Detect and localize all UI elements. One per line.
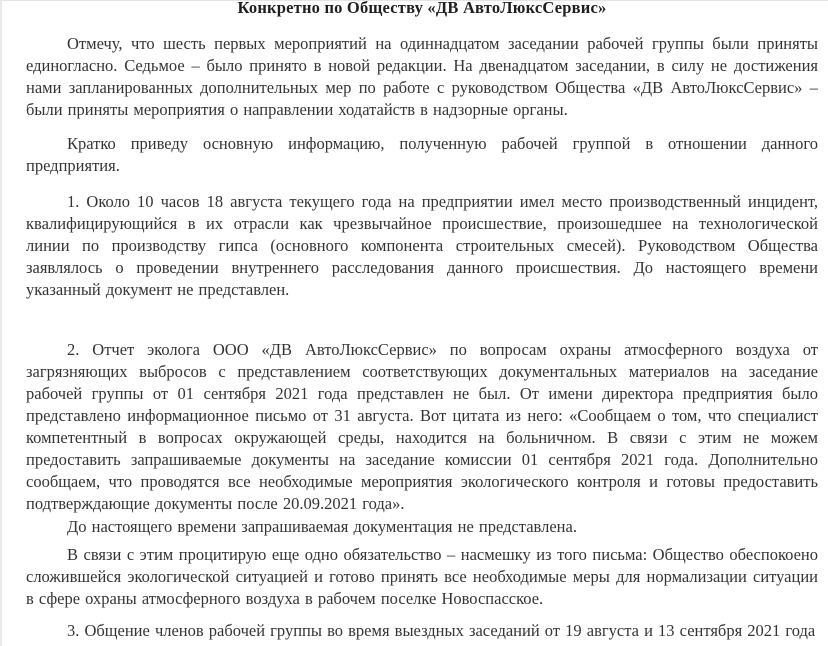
- paragraph: Отмечу, что шесть первых мероприятий на одиннадцатом заседании рабочей группы были приняты единогласно. Седьмое – было принято в новой редакции. На двенадцатом заседании, в силу не достижения нами запланированных дополнительных мер по работе с руководством Общества «ДВ АвтоЛюксСервис» – были приняты мероприятия о направлении ходатайств в надзорные органы.: [26, 34, 818, 119]
- document-body: [26, 33, 818, 642]
- paragraph: В связи с этим процитирую еще одно обязательство – насмешку из того письма: Общество обеспокоено сложившейся экологической ситуацией и готово принять все необходимые меры для нормализации ситуации в сфере охраны атмосферного воздуха в рабочем поселке Новоспасское.: [26, 545, 818, 608]
- paragraph: 3. Общение членов рабочей группы во время выездных заседаний от 19 августа и 13 сентября 2021 года: [67, 621, 816, 640]
- paragraph: 2. Отчет эколога ООО «ДВ АвтоЛюксСервис» по вопросам охраны атмосферного воздуха от загрязняющих выбросов с представлением соответствующих документальных материалов на заседание рабочей группы от 01 сентября 2021 года представлен не был. От имени директора предприятия было представлено информационное письмо от 31 августа. Вот цитата из него: «Сообщаем о том, что специалист компетентный в вопросах окружающей среды, находится на больничном. В связи с этим не можем предоставить запрашиваемые документы на заседание комиссии 01 сентября 2021 года. Дополнительно сообщаем, что проводятся все необходимые мероприятия экологического контроля и готовы предоставить подтверждающие документы после 20.09.2021 года».: [26, 340, 818, 513]
- document-viewport: [2, 1, 828, 646]
- document-title: Конкретно по Обществу «ДВ АвтоЛюксСервис»: [237, 1, 607, 17]
- paragraph: Кратко приведу основную информацию, полученную рабочей группой в отношении данного предприятия.: [26, 134, 818, 175]
- paragraph: До настоящего времени запрашиваемая документация не представлена.: [67, 517, 577, 536]
- paragraph: 1. Около 10 часов 18 августа текущего года на предприятии имел место производственный инцидент, квалифицирующийся в их отрасли как чрезвычайное происшествие, произошедшее на технологической линии по производству гипса (основного компонента строительных смесей). Руководством Общества заявлялось о проведении внутреннего расследования данного происшествия. До настоящего времени указанный документ не представлен.: [26, 192, 818, 299]
